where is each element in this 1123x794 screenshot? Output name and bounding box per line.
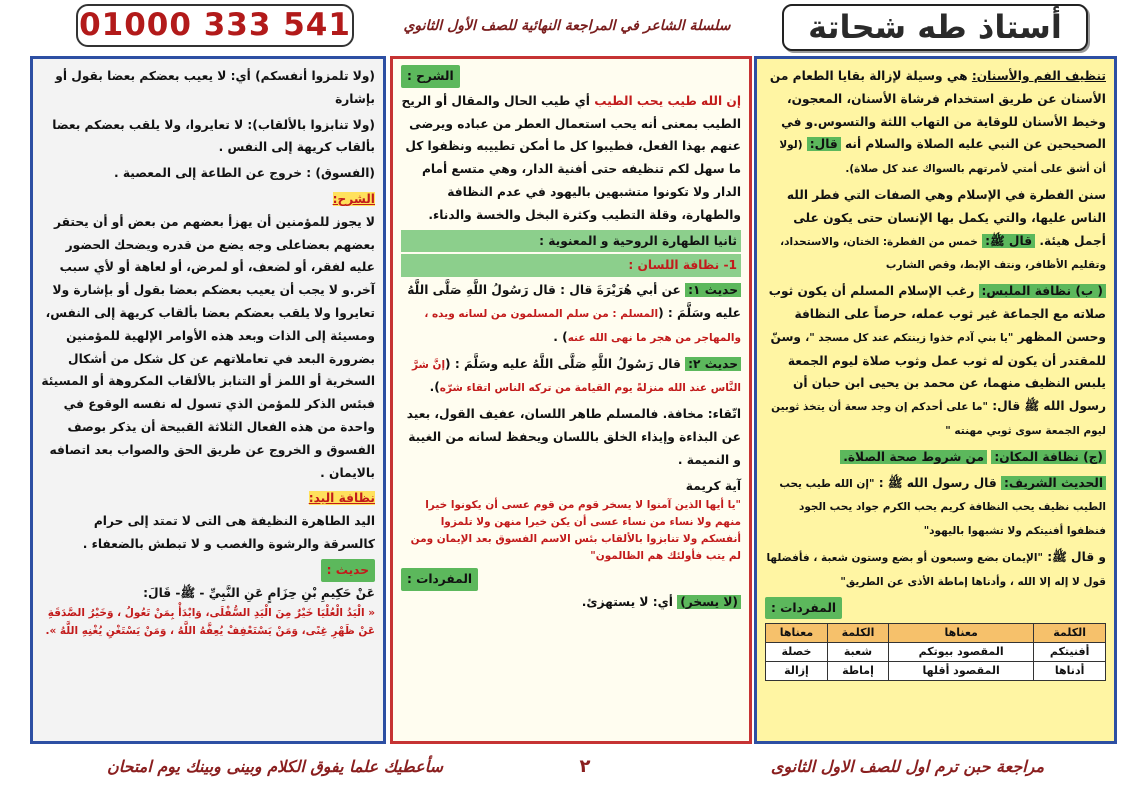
series-title: سلسلة الشاعر في المراجعة النهائية للصف الأول الثانوي	[403, 18, 731, 34]
hadith-1-label: حديث ١:	[685, 283, 741, 297]
aya-title: آية كريمة	[685, 478, 741, 493]
teacher-name-banner: أستاذ طه شحاتة	[782, 4, 1088, 51]
table-row: أدناها المقصود أقلها إماطة إزالة	[766, 662, 1106, 681]
footer-right-text: مراجعة حبن ترم اول للصف الاول الثانوى	[770, 757, 1045, 776]
label-qala: قال:	[807, 137, 841, 151]
vocab-title: المفردات :	[765, 597, 842, 620]
section-spiritual-purity: ثانيا الطهارة الروحية و المعنوية :	[401, 230, 741, 253]
hadith-label-left: حديث :	[321, 559, 375, 582]
heading-teeth-cleaning: تنظيف الفم والأسنان:	[971, 69, 1106, 83]
phone-number: 01000 333 541	[76, 4, 354, 47]
left-column: (ولا تلمزوا أنفسكم) أي: لا يعيب بعضكم بعضا بقول أو بإشارة (ولا تنابزوا بالألقاب): لا تعايروا، ولا يلقب بعضكم بعضا بألقاب كريهة إلى النفس . (الفسوق) : خروج عن الطاعة إلى المعصية . الشرح: لا يجوز للمؤمنين أن يهزأ بعضهم من بعض أو أن يحتقر بعضهم بعضاعلى وجه يضع من قدره ويضحك الحضور عليه لفقر، أو لضعف، أو لمرض، أو لعاهة أو لأي سبب آخر.و لا يجب أن يعيب بعضكم بعضا بقول أو بإشارة ولا تعايروا ولا يلقب بعضكم بعضا بألقاب كريهة إلى النفس، ومسيئة إلى الذات وبعد هذه الأوامر الإلهية للمؤمنين بضرورة البعد في تعاملاتهم عن كل شكل من أشكال السخرية أو اللمز أو التنابز بالألقاب المكروهة أو المسيئة فبئس الذكر للمؤمن الذي تسول له نفسه الوقوع في واحدة من هذه الفعال الثلاثة القبيحة أن يذكر بوصف الفسوق و الخروج عن طريق الحق والصواب بعد اتصافه بالايمان . نظافة اليد: اليد الطاهرة النظيفة هى التى لا تمتد إلى حرام كالسرقة والرشوة والغصب و لا تبطش بالضعفاء . حديث : عَنْ حَكِيمِ بْنِ حِزَامٍ عَنِ النَّبِيِّ - ﷺ- قَالَ: « الْيَدُ الْعُلْيَا خَيْرٌ مِنَ الْيَدِ السُّفْلَى، وَابْدَأْ بِمَنْ تَعُولُ ، وَخَيْرُ الصَّدَقَةِ عَنْ ظَهْرِ غِنًى، وَمَنْ يَسْتَعْفِفْ يُعِفَّهُ اللَّهُ ، وَمَنْ يَسْتَغْنِ يُغْنِهِ اللَّهُ ».	[30, 56, 386, 744]
table-row: أفنيتكم المقصود بيوتكم شعبة خصلة	[766, 643, 1106, 662]
sharh-paragraph: لا يجوز للمؤمنين أن يهزأ بعضهم من بعض أو أن يحتقر بعضهم بعضاعلى وجه يضع من قدره ويضحك الحضور عليه لفقر، أو لضعف، أو لمرض، أو لعاهة أو لأي سبب آخر.و لا يجب أن يعيب بعضكم بعضا بقول أو بإشارة ولا تعايروا ولا يلقب بعضكم بعضا بألقاب كريهة إلى النفس، ومسيئة إلى الذات وبعد هذه الأوامر الإلهية للمؤمنين بضرورة البعد في تعاملاتهم عن كل شكل من أشكال السخرية أو اللمز أو التنابز بالألقاب المكروهة أو المسيئة فبئس الذكر للمؤمن الذي تسول له نفسه الوقوع في واحدة من هذه الفعال الثلاثة القبيحة أن يذكر بوصف الفسوق و الخروج عن طريق الحق والصواب بعد اتصافه بالايمان .	[41, 214, 375, 480]
hadith-text-left: « الْيَدُ الْعُلْيَا خَيْرٌ مِنَ الْيَدِ السُّفْلَى، وَابْدَأْ بِمَنْ تَعُولُ ، وَخَيْرُ الصَّدَقَةِ عَنْ ظَهْرِ غِنًى، وَمَنْ يَسْتَعْفِفْ يُعِفَّهُ اللَّهُ ، وَمَنْ يَسْتَغْنِ يُغْنِهِ اللَّهُ ».	[45, 607, 375, 638]
heading-clothes-cleaning: ( ب) نظافة الملبس:	[979, 284, 1107, 298]
page-number: ٢	[579, 756, 591, 777]
aya-text: "يا أيها الذين آمنوا لا يسخر قوم من قوم عسى أن يكونوا خيرا منهم ولا نساء من نساء عسى أن يكن خيرا منهن ولا تلمزوا أنفسكم ولا تنابزوا بالألقاب بئس الاسم الفسوق بعد الإيمان ومن لم يتب فأولئك هم الظالمون"	[410, 499, 741, 563]
sharh-title: الشرح :	[401, 65, 460, 88]
fitra-paragraph: سنن الفطرة في الإسلام وهي الصفات التي فطر الله الناس عليها، والتي يكمل بها الإنسان حتى يكون على أجمل هيئة.	[786, 187, 1106, 248]
heading-hadith: الحديث الشريف:	[1001, 476, 1106, 490]
section-tongue-cleaning: 1- نظافة اللسان :	[401, 254, 741, 277]
vocab-table: الكلمة معناها الكلمة معناها أفنيتكم المقصود بيوتكم شعبة خصلة أدناها المقصود أقلها إماطة إزالة	[765, 623, 1106, 681]
hadith-2-label: حديث ٢:	[685, 357, 741, 371]
heading-hand-cleaning: نظافة اليد:	[308, 491, 375, 506]
sharh-title-left: الشرح:	[332, 191, 375, 206]
heading-place-cleaning: (ج) نظافة المكان:	[991, 450, 1106, 464]
footer-left-text: سأعطيك علما يفوق الكلام وبينى وبينك يوم امتحان	[107, 757, 443, 776]
ittiqa-paragraph: اتّقاء: مخافة. فالمسلم طاهر اللسان، عفيف القول، بعيد عن البذاءة وإيذاء الخلق باللسان ويحفظ لسانه من الغيبة و النميمة .	[406, 407, 741, 467]
mufradat-title: المفردات :	[401, 568, 478, 591]
hand-paragraph: اليد الطاهرة النظيفة هى التى لا تمتد إلى حرام كالسرقة والرشوة والغصب و لا تبطش بالضعفاء .	[82, 514, 375, 551]
middle-column: الشرح : إن الله طيب يحب الطيب أي طيب الحال والمقال أو الريح الطيب بمعنى أنه يحب استعمال العطر من عباده ويرضى عنهم بهذا الفعل، فطيبوا كل ما أمكن تطييبه ونظفوا كل ما سهل لكم تنظيفه حتى أفنية الدار، وهي متسع أمام الدار ولا تكونوا متشبهين باليهود في عدم النظافة والطهارة، وقلة التطيب وكثرة البخل والخسة والدناء. ثانيا الطهارة الروحية و المعنوية : 1- نظافة اللسان : حديث ١: عن أبي هُرَيْرَةَ قال : قال رَسُولُ اللَّهِ صَلَّى اللَّهُ عليه وسَلَّمَ : (المسلم : من سلم المسلمون من لسانه ويده ، والمهاجر من هجر ما نهى الله عنه) . حديث ٢: قال رَسُولُ اللَّهِ صَلَّى اللَّهُ عليه وسَلَّمَ : (إنَّ شرَّ النَّاس عند الله منزلةً يوم القيامة من تركه الناس اتقاء شرّه). اتّقاء: مخافة. فالمسلم طاهر اللسان، عفيف القول، بعيد عن البذاءة وإيذاء الخلق باللسان ويحفظ لسانه من الغيبة و النميمة . آية كريمة "يا أيها الذين آمنوا لا يسخر قوم من قوم عسى أن يكونوا خيرا منهم ولا نساء من نساء عسى أن يكن خيرا منهن ولا تلمزوا أنفسكم ولا تنابزوا بالألقاب بئس الاسم الفسوق بعد الإيمان ومن لم يتب فأولئك هم الظالمون" المفردات : (لا يسخر) أي: لا يستهزئ.	[390, 56, 752, 744]
right-column: تنظيف الفم والأسنان: هي وسيلة لإزالة بقايا الطعام من الأسنان عن طريق استخدام فرشاة الأسنان، المعجون، وخيط الأسنان للوقاية من التهاب اللثة والتسوس.و في الصحيحين عن النبي عليه الصلاة والسلام أنه قال: (لولا أن أشق على أمتي لأمرتهم بالسواك عند كل صلاة). سنن الفطرة في الإسلام وهي الصفات التي فطر الله الناس عليها، والتي يكمل بها الإنسان حتى يكون على أجمل هيئة. قال ﷺ: خمس من الفطرة: الختان، والاستحداد، وتقليم الأظافر، ونتف الإبط، وقص الشارب ( ب) نظافة الملبس: رغب الإسلام المسلم أن يكون ثوب صلاته مع الجماعة غير ثوب عمله، حرصاً على النظافة وحسن المظهر "يا بني آدم خذوا زينتكم عند كل مسجد "، وسنّ للمقتدر أن يكون له ثوب عمل وثوب صلاة ليوم الجمعة يلبس النظيف منهما، عن محمد بن يحيى ابن حبان أن رسول الله ﷺ قال: "ما على أحدكم إن وجد سعة أن يتخذ ثوبين ليوم الجمعة سوى ثوبي مهنته " (ج) نظافة المكان: من شروط صحة الصلاة. الحديث الشريف: قال رسول الله ﷺ : "إن الله طيب يحب الطيب نظيف يحب النظافة كريم يحب الكرم جواد يحب الجود فنظفوا أفنيتكم ولا تشبهوا باليهود" و قال ﷺ: "الإيمان بضع وسبعون أو بضع وستون شعبة ، فأفضلها قول لا إله إلا الله ، وأدناها إماطة الأذى عن الطريق" المفردات : الكلمة معناها الكلمة معناها أفنيتكم المقصود بيوتكم شعبة خصلة أدناها المقصود أقلها إماطة إزالة	[754, 56, 1117, 744]
